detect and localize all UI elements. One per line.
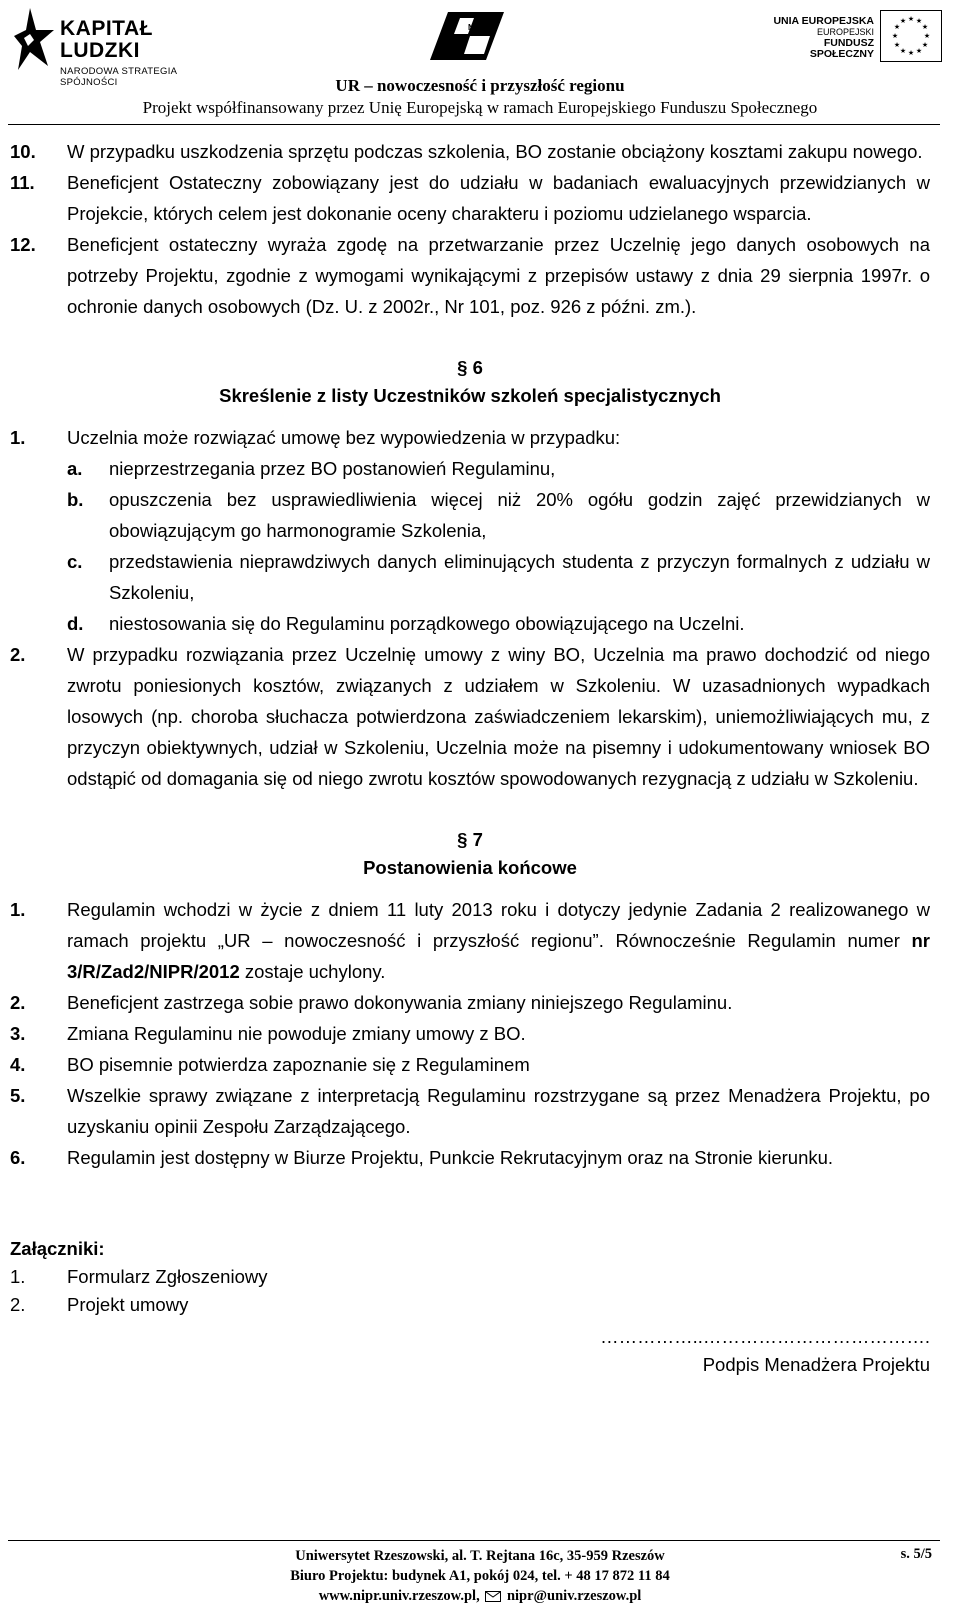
sub-list-item [10,484,930,546]
item-number: 10. [10,141,36,162]
list-item [10,167,930,229]
item-text: Beneficjent ostateczny wyraża zgodę na przetwarzanie przez Uczelnię jego danych osobowych na potrzeby Projektu, zgodnie z wymogami wynikającymi z przepisów ustawy z dnia 29 sierpnia 1997r. o ochronie danych osobowych (Dz. U. z 2002r., Nr 101, poz. 926 z późni. zm.). [67,234,930,317]
svg-text:★: ★ [893,41,901,49]
sub-item-text: niestosowania się do Regulaminu porządkowego obowiązującego na Uczelni. [109,613,745,634]
sub-list-item [10,546,930,608]
regulation-number: nr 3/R/Zad2/NIPR/2012 [67,930,930,982]
item-text-part: Regulamin wchodzi w życie z dniem 11 luty 2013 roku i dotyczy jedynie Zadania 2 realizowanego w ramach projektu „UR – nowoczesność i przyszłość regionu”. Równocześnie Regulamin numer [67,899,930,951]
section-6-number: § 6 [457,357,483,378]
item-text: Wszelkie sprawy związane z interpretacją Regulaminu rozstrzygane są przez Menadżera Projektu, po uzyskaniu opinii Zespołu Zarządzającego. [67,1085,930,1137]
sub-list-item [10,453,930,484]
list-item [10,1049,930,1080]
signature-label: Podpis Menadżera Projektu [702,1354,930,1375]
header-divider [8,124,940,125]
header-cofinancing-note: Projekt współfinansowany przez Unię Europejską w ramach Europejskiego Funduszu Społecznego [142,98,818,117]
envelope-icon [485,1591,501,1602]
svg-text:★: ★ [893,23,901,31]
page-footer [0,1546,960,1606]
eu-flag-icon [880,10,942,62]
list-item [10,136,930,167]
attachment-item [10,1291,930,1319]
footer-website[interactable]: www.nipr.univ.rzeszow.pl, [318,1588,480,1604]
item-text: Beneficjent zastrzega sobie prawo dokonywania zmiany niniejszego Regulaminu. [67,992,733,1013]
attachment-item [10,1263,930,1291]
list-item [10,987,930,1018]
item-number: 4. [10,1054,26,1075]
list-item [10,1018,930,1049]
svg-text:★: ★ [907,49,915,57]
attachment-text: Projekt umowy [67,1294,189,1315]
svg-text:★: ★ [915,17,923,25]
item-number: 1. [10,899,26,920]
item-number: 2. [10,992,26,1013]
eu-logo-line3: FUNDUSZ SPOŁECZNY [809,37,874,60]
eu-logo-line1: UNIA EUROPEJSKA [773,15,874,27]
sub-item-letter: c. [67,551,83,572]
list-item [10,894,930,987]
sub-item-text: przedstawienia nieprawdziwych danych eliminujących studenta z przyczyn formalnych z udziału w Szkoleniu, [109,551,930,603]
list-item [10,1142,930,1173]
kapital-ludzki-subtitle: NARODOWA STRATEGIA SPÓJNOŚCI [60,66,177,88]
svg-text:★: ★ [907,15,915,23]
item-number: 5. [10,1085,26,1106]
item-text: BO pisemnie potwierdza zapoznanie się z Regulaminem [67,1054,530,1075]
sub-item-text: nieprzestrzegania przez BO postanowień Regulaminu, [109,458,556,479]
sub-item-text: opuszczenia bez usprawiedliwienia więcej niż 20% ogółu godzin zajęć przewidzianych w obowiązującym go harmonogramie Szkolenia, [109,489,930,541]
nipr-logo [430,10,504,62]
item-number: 3. [10,1023,26,1044]
svg-text:★: ★ [921,23,929,31]
nipr-emblem-icon [430,10,504,62]
section-6-title: Skreślenie z listy Uczestników szkoleń specjalistycznych [219,385,721,406]
eu-logo [770,8,942,64]
svg-text:★: ★ [899,17,907,25]
list-item [10,1080,930,1142]
kapital-ludzki-star-icon [8,6,56,72]
svg-text:★: ★ [899,47,907,55]
item-text: W przypadku uszkodzenia sprzętu podczas szkolenia, BO zostanie obciążony kosztami zakupu nowego. [67,141,923,162]
item-number: 12. [10,234,36,255]
sub-list-item [10,608,930,639]
item-number: 6. [10,1147,26,1168]
signature-line: ……………..………………………………. [600,1326,930,1347]
footer-divider [8,1540,940,1541]
section-7-number: § 7 [457,829,483,850]
header-project-title: UR – nowoczesność i przyszłość regionu [335,76,625,95]
item-number: 2. [10,644,26,665]
item-number: 1. [10,427,26,448]
attachment-text: Formularz Zgłoszeniowy [67,1266,268,1287]
list-item [10,639,930,794]
attachments-title: Załączniki: [10,1238,105,1259]
item-text: Beneficjent Ostateczny zobowiązany jest do udziału w badaniach ewaluacyjnych przewidzianych w Projekcie, których celem jest dokonanie oceny charakteru i poziomu udzielanego wsparcia. [67,172,930,224]
attachment-number: 1. [10,1266,26,1287]
footer-email[interactable]: nipr@univ.rzeszow.pl [506,1588,642,1604]
list-item [10,229,930,322]
sub-item-letter: a. [67,458,83,479]
sub-item-letter: b. [67,489,84,510]
page-header [0,0,960,124]
kapital-ludzki-title: KAPITAŁ LUDZKI [60,17,153,62]
svg-text:★: ★ [891,32,899,40]
item-number: 11. [10,172,35,193]
section-7-title: Postanowienia końcowe [363,857,577,878]
svg-text:★: ★ [923,32,931,40]
list-item [10,422,930,453]
sub-item-letter: d. [67,613,84,634]
eu-logo-line2: EUROPEJSKI [816,27,874,37]
svg-text:★: ★ [921,41,929,49]
svg-text:★: ★ [915,47,923,55]
kapital-ludzki-logo [8,6,218,88]
footer-office: Biuro Projektu: budynek A1, pokój 024, tel. + 48 17 872 11 84 [290,1568,670,1584]
footer-contact [0,1586,960,1606]
footer-address: Uniwersytet Rzeszowski, al. T. Rejtana 16c, 35-959 Rzeszów [295,1548,665,1564]
page-number: s. 5/5 [900,1546,932,1562]
nipr-logo-text: NIPR [468,23,488,32]
item-text: Uczelnia może rozwiązać umowę bez wypowiedzenia w przypadku: [67,427,621,448]
item-text-part: zostaje uchylony. [239,961,386,982]
item-text: Regulamin jest dostępny w Biurze Projektu, Punkcie Rekrutacyjnym oraz na Stronie kierunku. [67,1147,834,1168]
attachment-number: 2. [10,1294,26,1315]
item-text: W przypadku rozwiązania przez Uczelnię umowy z winy BO, Uczelnia ma prawo dochodzić od niego zwrotu poniesionych kosztów, związanych z udziałem w Szkoleniu. W uzasadnionych wypadkach losowych (np. choroba słuchacza potwierdzona zaświadczeniem lekarskim), uniemożliwiających mu, z przyczyn obiektywnych, udział w Szkoleniu, Uczelnia może na pisemny i udokumentowany wniosek BO odstąpić od domagania się od niego zwrotu kosztów spowodowanych rezygnacją z udziału w Szkoleniu. [67,644,930,789]
document-body [10,136,930,1379]
item-text: Zmiana Regulaminu nie powoduje zmiany umowy z BO. [67,1023,526,1044]
